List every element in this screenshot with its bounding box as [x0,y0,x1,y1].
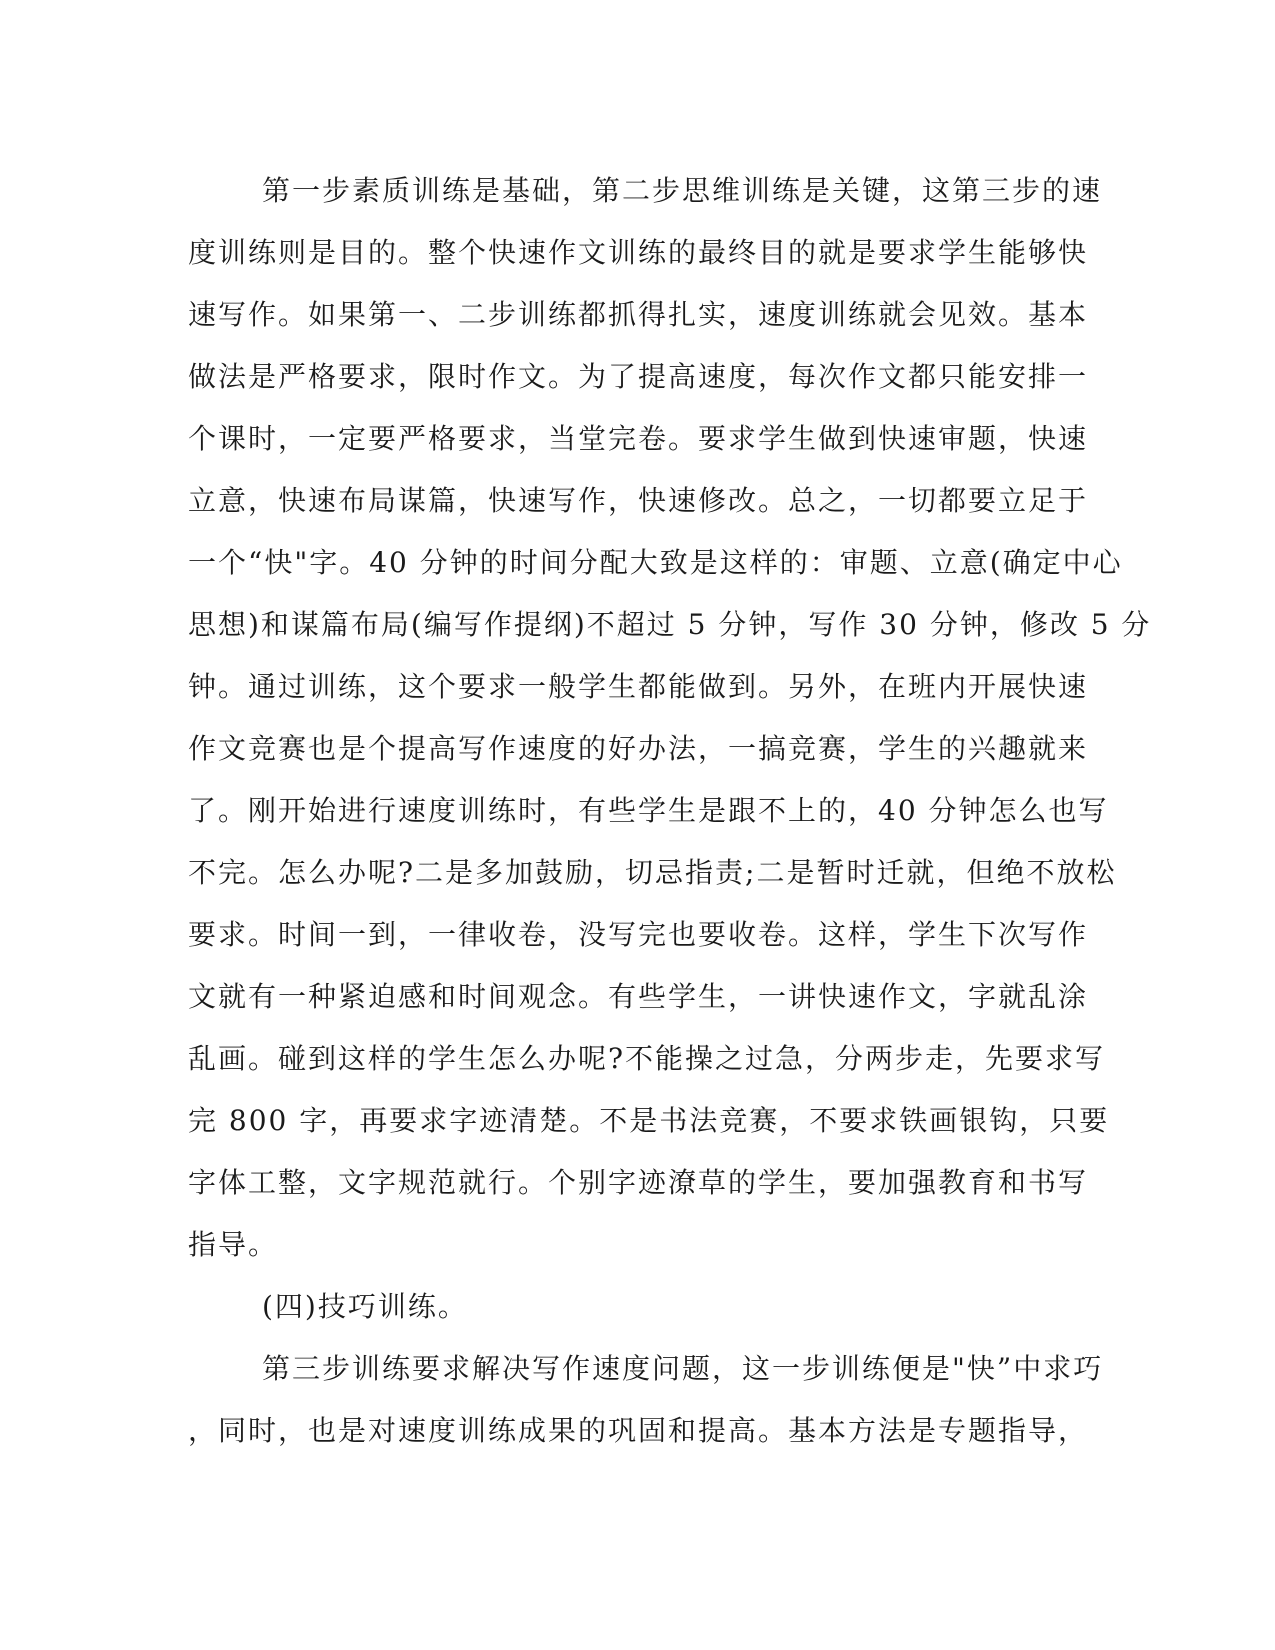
text-line: 钟。通过训练，这个要求一般学生都能做到。另外，在班内开展快速 [188,670,1089,703]
text-line: 一个“快"字。40 分钟的时间分配大致是这样的：审题、立意(确定中心 [188,546,1123,579]
text-line: 第三步训练要求解决写作速度问题，这一步训练便是"快”中求巧 [262,1352,1104,1385]
text-line: 第一步素质训练是基础，第二步思维训练是关键，这第三步的速 [262,174,1103,207]
paragraph-speed-training [188,160,1152,1276]
text-line: 了。刚开始进行速度训练时，有些学生是跟不上的，40 分钟怎么也写 [188,794,1109,827]
section-heading: (四)技巧训练。 [262,1290,468,1323]
text-line: 要求。时间一到，一律收卷，没写完也要收卷。这样，学生下次写作 [188,918,1089,951]
text-line: 文就有一种紧迫感和时间观念。有些学生，一讲快速作文，字就乱涂 [188,980,1089,1013]
text-line: 速写作。如果第一、二步训练都抓得扎实，速度训练就会见效。基本 [188,298,1089,331]
document-body [188,160,1152,1462]
text-line: 不完。怎么办呢?二是多加鼓励，切忌指责;二是暂时迁就，但绝不放松 [188,856,1117,889]
text-line: 完 800 字，再要求字迹清楚。不是书法竞赛，不要求铁画银钩，只要 [188,1104,1110,1137]
text-line: 指导。 [188,1228,279,1261]
paragraph-skill-training [188,1338,1104,1462]
text-line: ，同时，也是对速度训练成果的巩固和提高。基本方法是专题指导， [188,1414,1089,1447]
text-line: 做法是严格要求，限时作文。为了提高速度，每次作文都只能安排一 [188,360,1089,393]
text-line: 度训练则是目的。整个快速作文训练的最终目的就是要求学生能够快 [188,236,1089,269]
text-line: 立意，快速布局谋篇，快速写作，快速修改。总之，一切都要立足于 [188,484,1089,517]
text-line: 个课时，一定要严格要求，当堂完卷。要求学生做到快速审题，快速 [188,422,1089,455]
text-line: 字体工整，文字规范就行。个别字迹潦草的学生，要加强教育和书写 [188,1166,1089,1199]
text-line: 思想)和谋篇布局(编写作提纲)不超过 5 分钟，写作 30 分钟，修改 5 分 [188,608,1152,641]
text-line: 作文竞赛也是个提高写作速度的好办法，一搞竞赛，学生的兴趣就来 [188,732,1089,765]
text-line: 乱画。碰到这样的学生怎么办呢?不能操之过急，分两步走，先要求写 [188,1042,1106,1075]
